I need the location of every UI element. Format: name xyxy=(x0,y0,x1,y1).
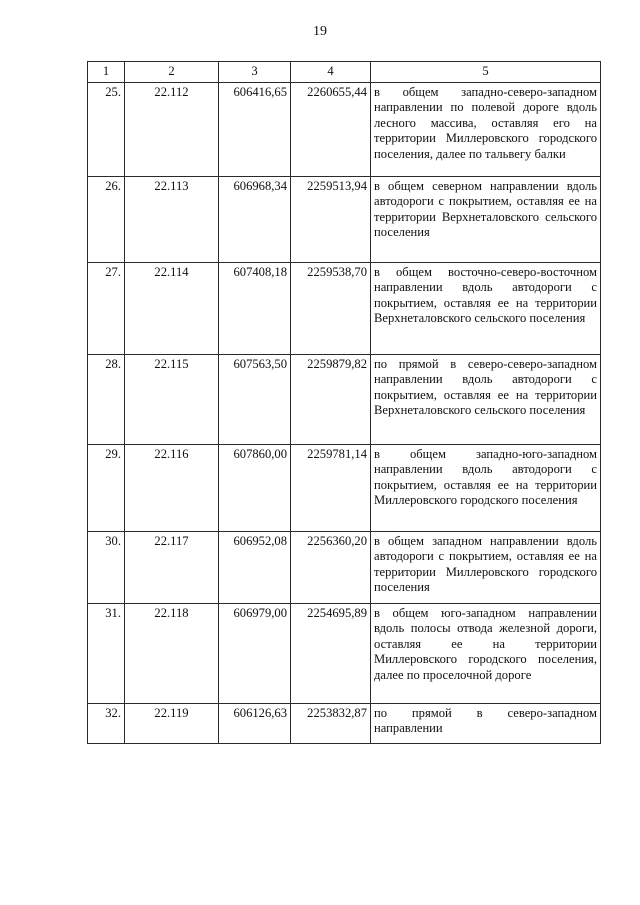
coordinate-y: 2254695,89 xyxy=(291,604,371,704)
boundary-description: в общем северном направлении вдоль автодороги с покрытием, оставляя ее на территории Верхнеталовского сельского поселения xyxy=(371,177,601,263)
boundary-description: по прямой в северо-западном направлении xyxy=(371,704,601,744)
table-row xyxy=(88,355,601,445)
point-id: 22.118 xyxy=(125,604,219,704)
table-row xyxy=(88,83,601,177)
coordinate-x: 606126,63 xyxy=(219,704,291,744)
coordinate-x: 606968,34 xyxy=(219,177,291,263)
point-id: 22.117 xyxy=(125,532,219,604)
header-row xyxy=(88,62,601,83)
coordinate-y: 2260655,44 xyxy=(291,83,371,177)
coordinate-y: 2256360,20 xyxy=(291,532,371,604)
point-id: 22.112 xyxy=(125,83,219,177)
boundary-description: по прямой в северо-северо-западном направлении вдоль автодороги с покрытием, оставляя ее на территории Верхнеталовского сельского поселения xyxy=(371,355,601,445)
coordinate-y: 2259513,94 xyxy=(291,177,371,263)
page-number: 19 xyxy=(313,24,327,39)
boundary-description: в общем юго-западном направлении вдоль полосы отвода железной дороги, оставляя ее на территории Миллеровского городского поселения, далее по проселочной дороге xyxy=(371,604,601,704)
column-header-1: 1 xyxy=(88,62,125,83)
table-row xyxy=(88,704,601,744)
point-id: 22.115 xyxy=(125,355,219,445)
table-row xyxy=(88,263,601,355)
column-header-3: 3 xyxy=(219,62,291,83)
table-body xyxy=(88,83,601,744)
row-number: 27. xyxy=(88,263,125,355)
coordinate-x: 606979,00 xyxy=(219,604,291,704)
coordinate-x: 606952,08 xyxy=(219,532,291,604)
table-row xyxy=(88,604,601,704)
column-header-2: 2 xyxy=(125,62,219,83)
column-header-4: 4 xyxy=(291,62,371,83)
coordinate-x: 607563,50 xyxy=(219,355,291,445)
point-id: 22.113 xyxy=(125,177,219,263)
point-id: 22.114 xyxy=(125,263,219,355)
row-number: 28. xyxy=(88,355,125,445)
point-id: 22.119 xyxy=(125,704,219,744)
row-number: 32. xyxy=(88,704,125,744)
table-row xyxy=(88,445,601,532)
boundary-points-table xyxy=(87,61,601,744)
coordinate-x: 607408,18 xyxy=(219,263,291,355)
row-number: 31. xyxy=(88,604,125,704)
coordinate-y: 2259781,14 xyxy=(291,445,371,532)
row-number: 26. xyxy=(88,177,125,263)
table-row xyxy=(88,532,601,604)
coordinate-y: 2253832,87 xyxy=(291,704,371,744)
coordinate-x: 606416,65 xyxy=(219,83,291,177)
row-number: 25. xyxy=(88,83,125,177)
row-number: 30. xyxy=(88,532,125,604)
coordinate-y: 2259879,82 xyxy=(291,355,371,445)
boundary-description: в общем западно-юго-западном направлении вдоль автодороги с покрытием, оставляя ее на территории Миллеровского городского поселения xyxy=(371,445,601,532)
boundary-description: в общем западно-северо-западном направлении по полевой дороге вдоль лесного массива, оставляя его на территории Миллеровского городского поселения, далее по тальвегу балки xyxy=(371,83,601,177)
coordinate-x: 607860,00 xyxy=(219,445,291,532)
boundary-description: в общем восточно-северо-восточном направлении вдоль автодороги с покрытием, оставляя ее на территории Верхнеталовского сельского поселения xyxy=(371,263,601,355)
column-header-5: 5 xyxy=(371,62,601,83)
point-id: 22.116 xyxy=(125,445,219,532)
boundary-description: в общем западном направлении вдоль автодороги с покрытием, оставляя ее на территории Миллеровского городского поселения xyxy=(371,532,601,604)
row-number: 29. xyxy=(88,445,125,532)
coordinate-y: 2259538,70 xyxy=(291,263,371,355)
table-header xyxy=(88,62,601,83)
table-row xyxy=(88,177,601,263)
